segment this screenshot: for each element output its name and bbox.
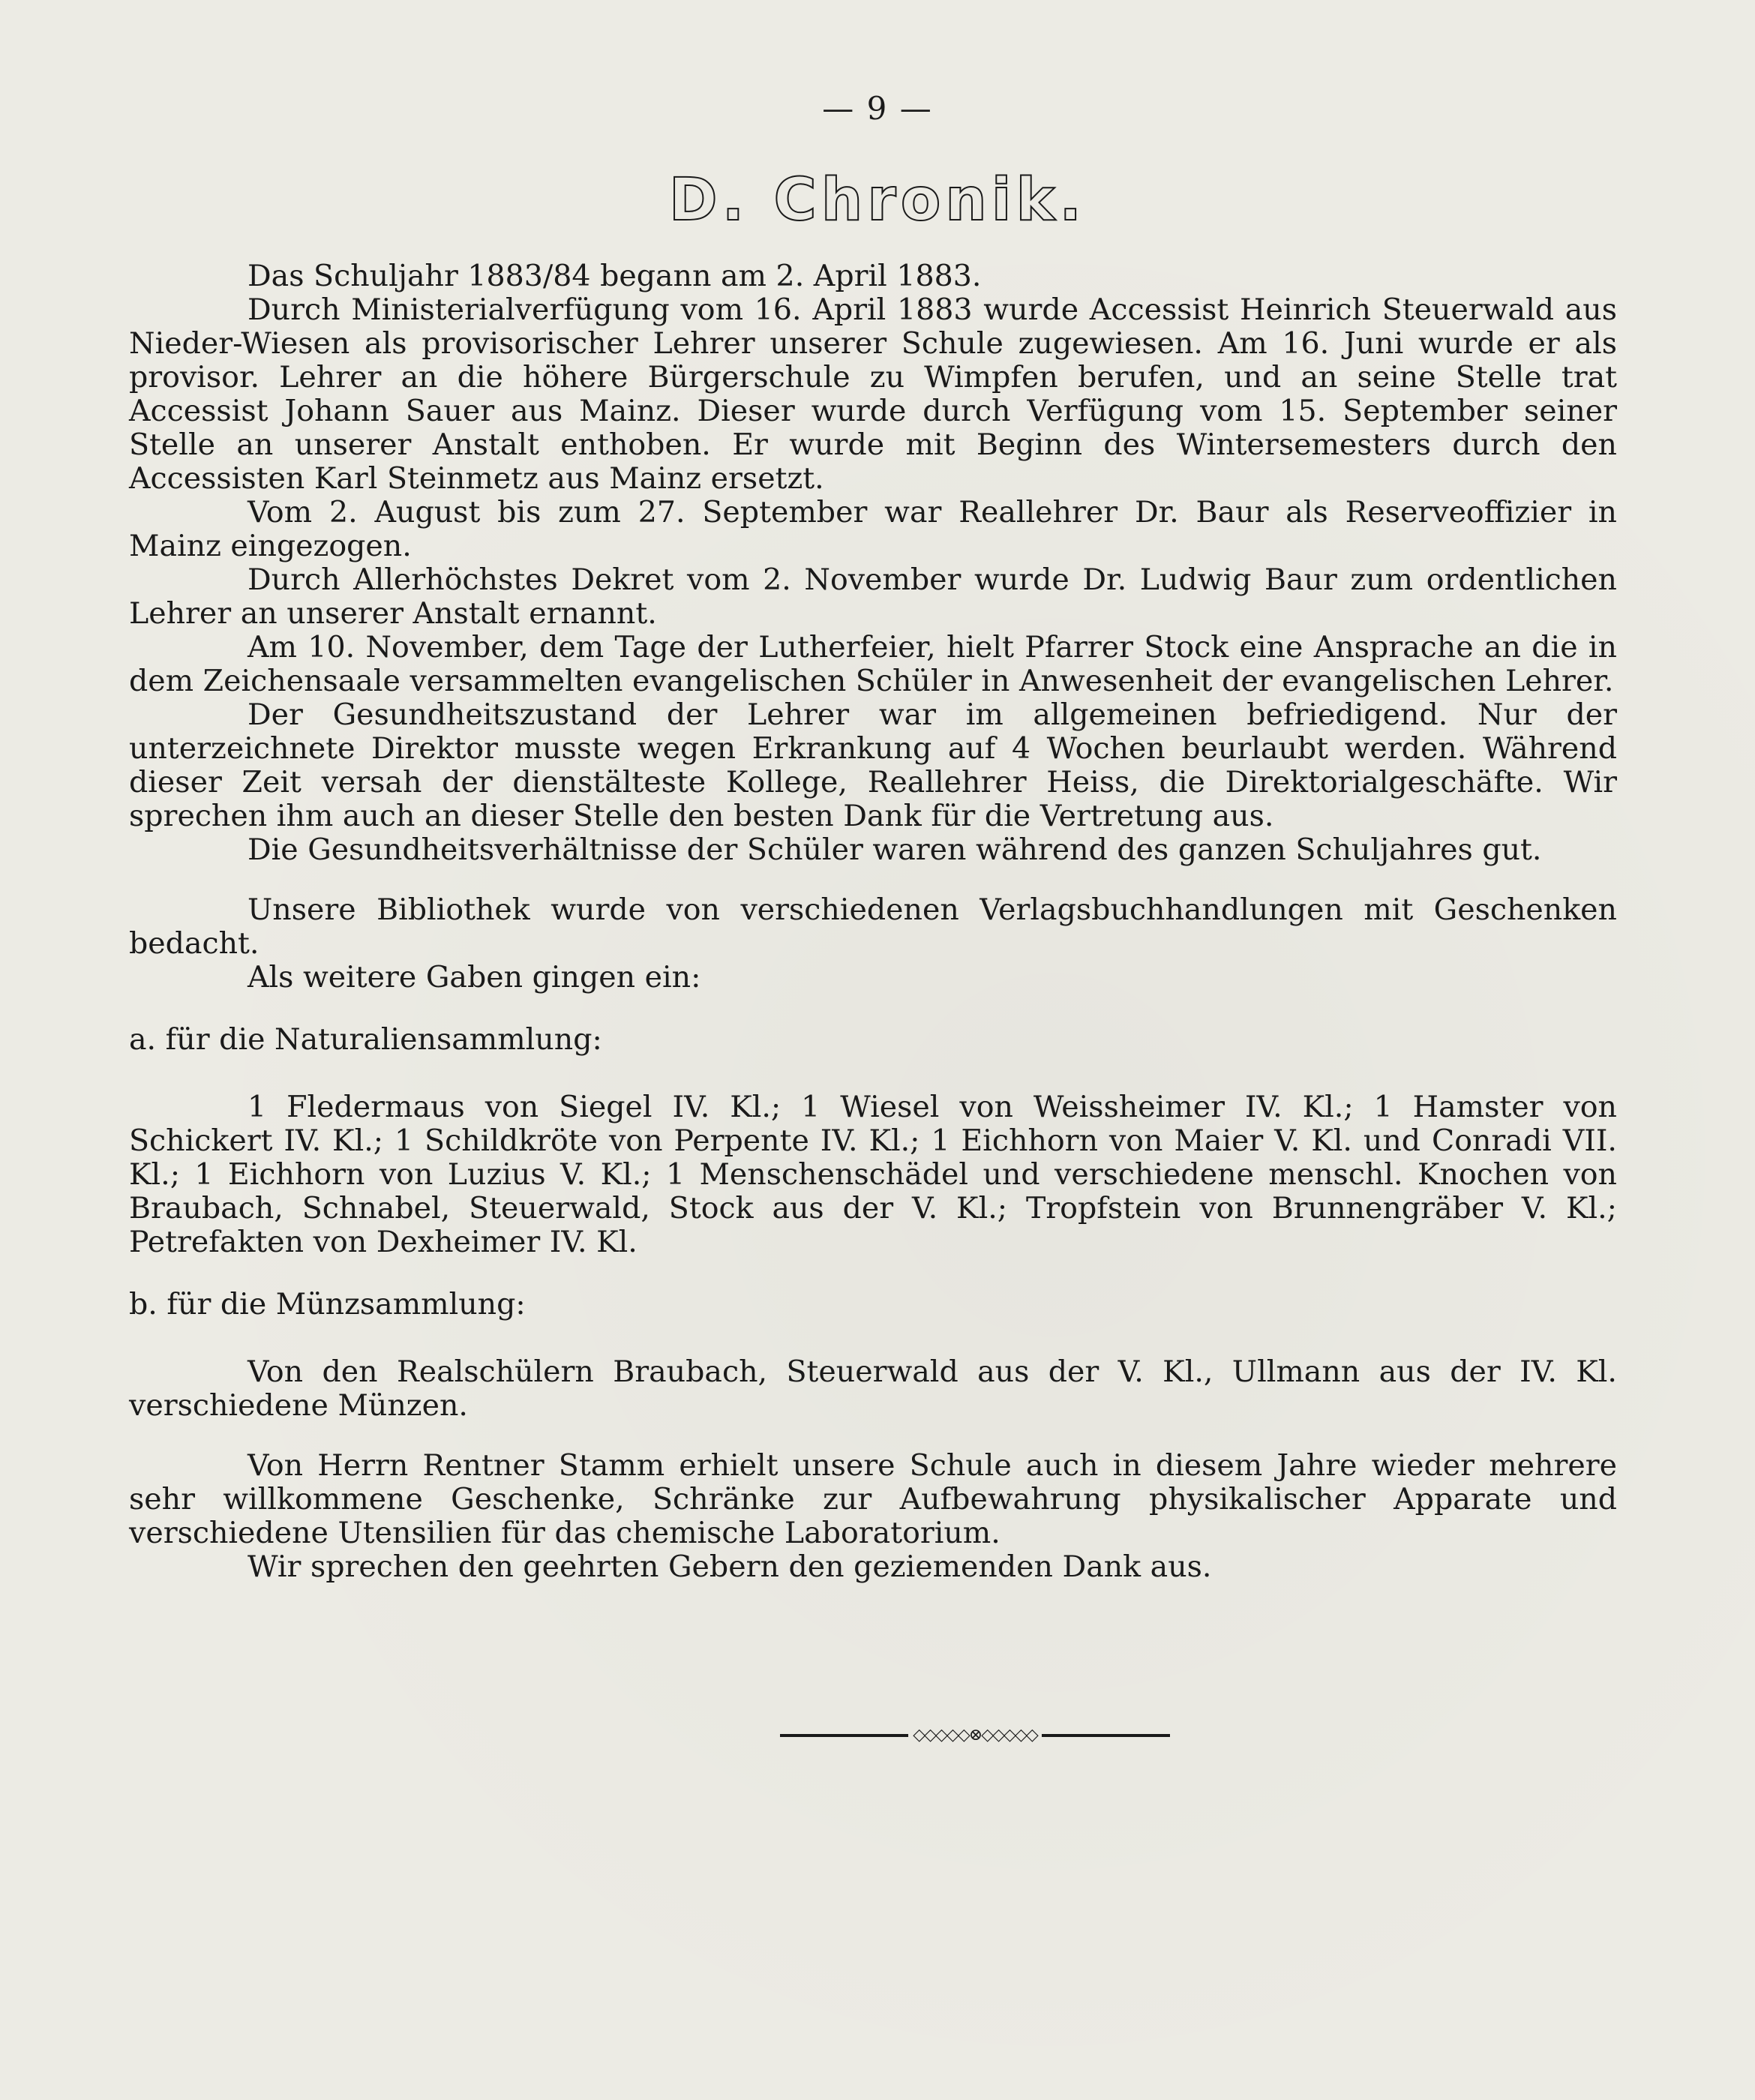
ornamental-rule-icon: [780, 1726, 1170, 1744]
paragraph-coins: Von den Realschülern Braubach, Steuerwald aus der V. Kl., Ullmann aus der IV. Kl. verschiedene Münzen.: [129, 1354, 1617, 1423]
paragraph-reserve-officer: Vom 2. August bis zum 27. September war Reallehrer Dr. Baur als Reserveoffizier in Mainz eingezogen.: [129, 495, 1617, 563]
paragraph-student-health: Die Gesundheitsverhältnisse der Schüler waren während des ganzen Schuljahres gut.: [248, 832, 1542, 867]
paragraph-teacher-health: Der Gesundheitszustand der Lehrer war im allgemeinen befriedigend. Nur der unterzeichnete Direktor musste wegen Erkrankung auf 4 Wochen beurlaubt werden. Während dieser Zeit versah der dienstälteste Kollege, Reallehrer Heiss, die Direktorialgeschäfte. Wir sprechen ihm auch an dieser Stelle den besten Dank für die Vertretung aus.: [129, 698, 1617, 833]
paragraph-staff-changes: Durch Ministerialverfügung vom 16. April 1883 wurde Accessist Heinrich Steuerwald aus Nieder-Wiesen als provisorischer Lehrer unserer Schule zugewiesen. Am 16. Juni wurde er als provisor. Lehrer an die höhere Bürgerschule zu Wimpfen berufen, und an seine Stelle trat Accessist Johann Sauer aus Mainz. Dieser wurde durch Verfügung vom 15. September seiner Stelle an unserer Anstalt enthoben. Er wurde mit Beginn des Wintersemesters durch den Accessisten Karl Steinmetz aus Mainz ersetzt.: [129, 292, 1617, 496]
heading-natural-history: a. für die Naturaliensammlung:: [129, 1022, 602, 1057]
heading-coin-collection: b. für die Münzsammlung:: [129, 1287, 526, 1322]
ornament-glyph: ◇◇◇◇◇⊗◇◇◇◇◇: [913, 1726, 1037, 1744]
paragraph-luther-celebration: Am 10. November, dem Tage der Lutherfeier, hielt Pfarrer Stock eine Ansprache an die in dem Zeichensaale versammelten evangelischen Schüler in Anwesenheit der evangelischen Lehrer.: [129, 630, 1617, 698]
paragraph-library: Unsere Bibliothek wurde von verschiedenen Verlagsbuchhandlungen mit Geschenken bedacht.: [129, 892, 1617, 961]
ornament-rule-left: [780, 1734, 908, 1737]
paragraph-more-gifts: Als weitere Gaben gingen ein:: [248, 960, 701, 994]
paragraph-natural-history: 1 Fledermaus von Siegel IV. Kl.; 1 Wiesel von Weissheimer IV. Kl.; 1 Hamster von Schickert IV. Kl.; 1 Schildkröte von Perpente IV. Kl.; 1 Eichhorn von Maier V. Kl. und Conradi VII. Kl.; 1 Eichhorn von Luzius V. Kl.; 1 Menschenschädel und verschiedene menschl. Knochen von Braubach, Schnabel, Steuerwald, Stock aus der V. Kl.; Tropfstein von Brunnengräber V. Kl.; Petrefakten von Dexheimer IV. Kl.: [129, 1090, 1617, 1259]
chronicle-body: [129, 260, 1617, 1584]
page-number: — 9 —: [822, 90, 933, 127]
paragraph-donor-stamm: Von Herrn Rentner Stamm erhielt unsere Schule auch in diesem Jahre wieder mehrere sehr willkommene Geschenke, Schränke zur Aufbewahrung physikalischer Apparate und verschiedene Utensilien für das chemische Laboratorium.: [129, 1448, 1617, 1550]
ornament-rule-right: [1042, 1734, 1170, 1737]
paragraph-appointment: Durch Allerhöchstes Dekret vom 2. November wurde Dr. Ludwig Baur zum ordentlichen Lehrer an unserer Anstalt ernannt.: [129, 562, 1617, 631]
chapter-title: D. Chronik.: [668, 166, 1087, 234]
paragraph-school-year: Das Schuljahr 1883/84 begann am 2. April 1883.: [248, 259, 982, 293]
paragraph-thanks: Wir sprechen den geehrten Gebern den geziemenden Dank aus.: [248, 1550, 1212, 1584]
